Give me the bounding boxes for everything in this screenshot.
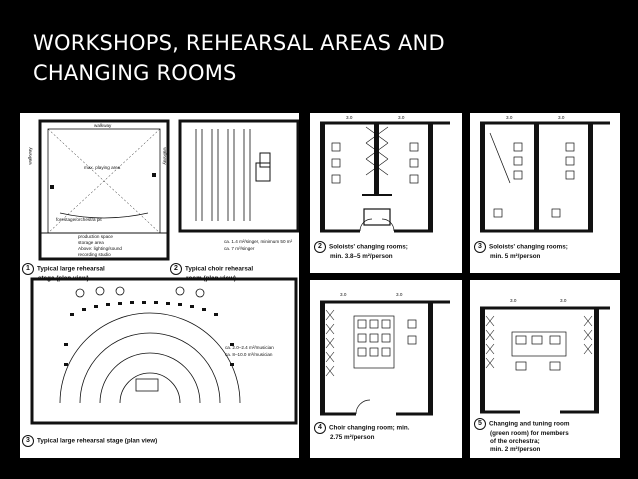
fig3-number: 3 [22,435,34,447]
fig2-number: 2 [170,263,182,275]
title-line-1: WORKSHOPS, REHEARSAL AREAS AND [33,31,445,55]
label-walkway-left: walkway [27,147,33,165]
room5-panel [470,280,620,458]
fig1-caption-line2: stage (plan view) [38,275,89,282]
room2-caption [314,241,408,261]
fig1-caption [22,263,105,283]
room3-panel [470,113,620,273]
room4-caption [314,422,409,442]
room5-number: 5 [474,418,486,430]
title-line-2: CHANGING ROOMS [33,61,237,85]
fig3-caption [22,435,157,447]
room5-caption-line2: (green room) for members [490,430,569,437]
room2-dim1: 3.0 [346,115,353,120]
label-storage: storage area [78,240,104,245]
room3-caption-line2: min. 5 m²/person [490,253,541,260]
fig2-note-line1: ca. 1.4 m²/singer, minimum 50 m² [224,239,293,244]
room2-panel [310,113,462,273]
room2-caption-line2: min. 3.8–5 m²/person [330,253,393,260]
room4-panel [310,280,462,458]
room4-caption-line1: Choir changing room; min. [329,424,410,432]
fig2-caption-line1: Typical choir rehearsal [185,265,254,273]
room2-number: 2 [314,241,326,253]
room3-number: 3 [474,241,486,253]
room2-caption-line1: Soloists' changing rooms; [329,243,408,251]
label-walkway-right: walkway [162,147,168,165]
room3-dim2: 3.0 [558,115,565,120]
room4-caption-line2: 2.75 m²/person [330,434,375,441]
fig2-note-line2: ca. 7 m³/singer [224,246,255,251]
room5-dim1: 3.0 [510,298,517,303]
label-above: Above: lighting/sound [78,246,122,251]
fig3-caption-text: Typical large rehearsal stage (plan view) [37,437,158,445]
fig2-caption-line2: room (plan view) [186,275,237,282]
room5-caption-line1: Changing and tuning room [489,420,570,428]
room5-caption-line4: min. 2 m²/person [490,446,541,453]
slide-title [33,28,445,88]
room5-caption [474,418,569,454]
rehearsal-plans-panel [20,113,299,458]
fig1-number: 1 [22,263,34,275]
label-recording: recording studio [78,252,111,257]
room4-dim2: 3.0 [396,292,403,297]
rehearsal-plans-drawing [20,113,299,458]
room4-dim1: 3.0 [340,292,347,297]
label-walkway-top: walkway [94,123,112,128]
label-forestage: forestage/orchestra pit [56,217,102,222]
fig3-note-line2: ca. 8–10.0 m³/musician [225,352,273,357]
room2-dim2: 3.0 [398,115,405,120]
room4-number: 4 [314,422,326,434]
fig3-note-line1: ca. 2.0–2.4 m²/musician [225,345,274,350]
fig1-caption-line1: Typical large rehearsal [37,265,105,273]
room3-caption-line1: Soloists' changing rooms; [489,243,568,251]
room5-caption-line3: of the orchestra; [490,438,540,445]
label-playing-area: max. playing area [84,165,121,170]
room3-dim1: 3.0 [506,115,513,120]
room3-caption [474,241,568,261]
fig2-caption [170,263,253,283]
label-production: production space [78,234,113,239]
room5-dim2: 3.0 [560,298,567,303]
